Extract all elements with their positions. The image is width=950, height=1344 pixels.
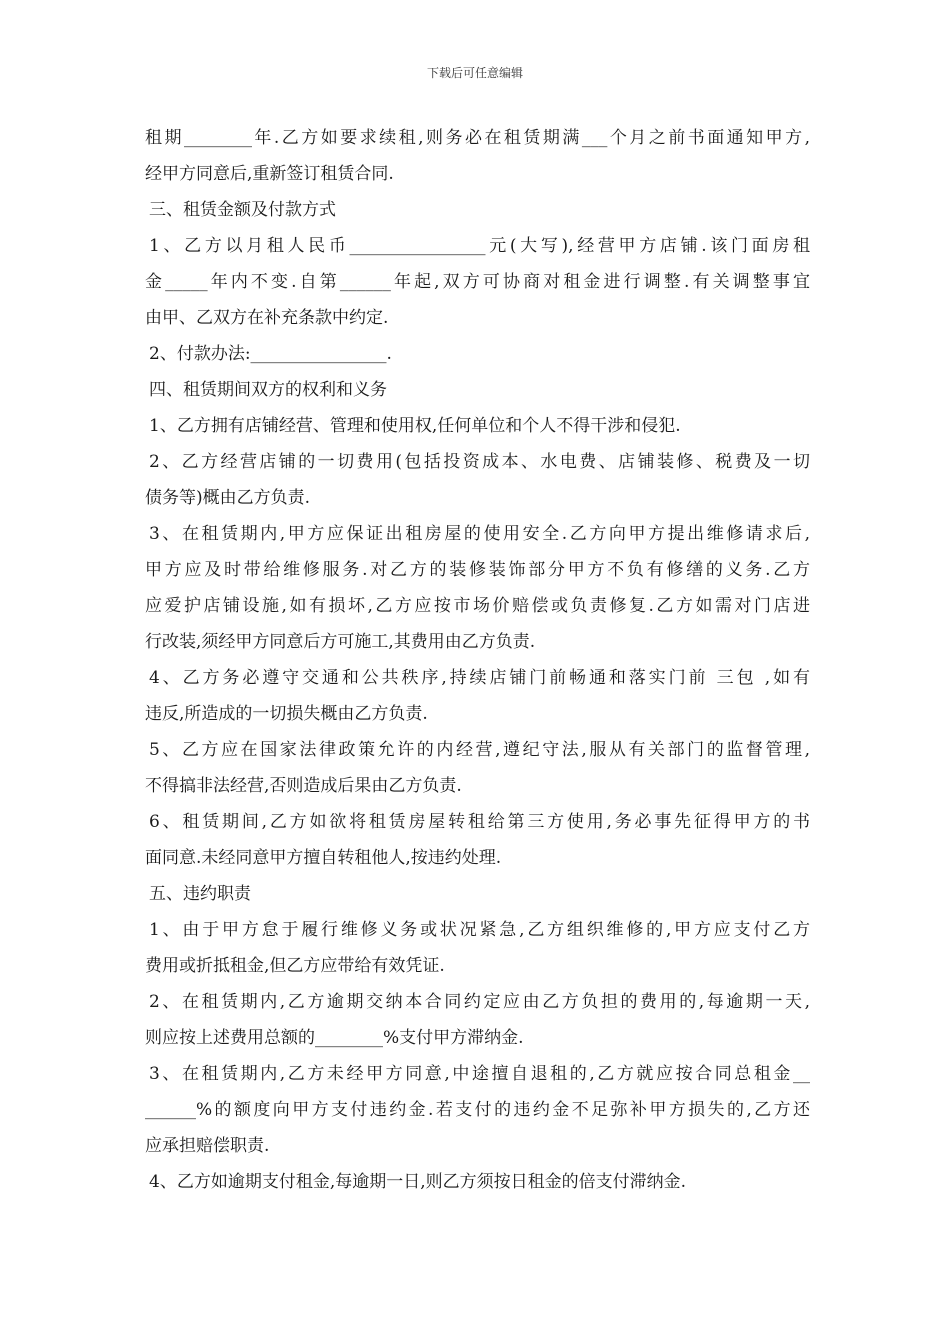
text-line: 5、乙方应在国家法律政策允许的内经营,遵纪守法,服从有关部门的监督管理, bbox=[149, 740, 810, 760]
text-line: 四、租赁期间双方的权利和义务 bbox=[149, 380, 387, 400]
text-line: 行改装,须经甲方同意后方可施工,其费用由乙方负责. bbox=[145, 632, 536, 652]
text-line: 1、乙方拥有店铺经营、管理和使用权,任何单位和个人不得干涉和侵犯. bbox=[149, 416, 681, 436]
text-line: 2、付款办法:________________. bbox=[149, 344, 392, 364]
text-line: 经甲方同意后,重新签订租赁合同. bbox=[145, 164, 394, 184]
text-line: 费用或折抵租金,但乙方应带给有效凭证. bbox=[145, 956, 445, 976]
text-line: 租期________年.乙方如要求续租,则务必在租赁期满___个月之前书面通知甲方, bbox=[145, 128, 810, 148]
text-line: 甲方应及时带给维修服务.对乙方的装修装饰部分甲方不负有修缮的义务.乙方 bbox=[145, 560, 810, 580]
text-line: 6、租赁期间,乙方如欲将租赁房屋转租给第三方使用,务必事先征得甲方的书 bbox=[149, 812, 810, 832]
text-line: 1、乙方以月租人民币________________元(大写),经营甲方店铺.该门面房租 bbox=[149, 236, 810, 256]
text-line: 由甲、乙双方在补充条款中约定. bbox=[145, 308, 389, 328]
text-line: 面同意.未经同意甲方擅自转租他人,按违约处理. bbox=[145, 848, 502, 868]
text-line: 2、乙方经营店铺的一切费用(包括投资成本、水电费、店铺装修、税费及一切 bbox=[149, 452, 810, 472]
text-line: 不得搞非法经营,否则造成后果由乙方负责. bbox=[145, 776, 462, 796]
text-line: 违反,所造成的一切损失概由乙方负责. bbox=[145, 704, 428, 724]
text-line: 则应按上述费用总额的________%支付甲方滞纳金. bbox=[145, 1028, 524, 1048]
text-line: 应爱护店铺设施,如有损坏,乙方应按市场价赔偿或负责修复.乙方如需对门店进 bbox=[145, 596, 810, 616]
document-body bbox=[145, 120, 810, 1200]
text-line: 应承担赔偿职责. bbox=[145, 1136, 270, 1156]
text-line: 五、违约职责 bbox=[149, 884, 251, 904]
text-line: 金_____年内不变.自第______年起,双方可协商对租金进行调整.有关调整事宜 bbox=[145, 272, 810, 292]
text-line: ______%的额度向甲方支付违约金.若支付的违约金不足弥补甲方损失的,乙方还 bbox=[145, 1100, 810, 1120]
text-line: 4、乙方如逾期支付租金,每逾期一日,则乙方须按日租金的倍支付滞纳金. bbox=[149, 1172, 687, 1192]
text-line: 3、在租赁期内,乙方未经甲方同意,中途擅自退租的,乙方就应按合同总租金__ bbox=[149, 1064, 810, 1084]
text-line: 3、在租赁期内,甲方应保证出租房屋的使用安全.乙方向甲方提出维修请求后, bbox=[149, 524, 810, 544]
text-line: 4、乙方务必遵守交通和公共秩序,持续店铺门前畅通和落实门前 三包 ,如有 bbox=[149, 668, 810, 688]
text-line: 2、在租赁期内,乙方逾期交纳本合同约定应由乙方负担的费用的,每逾期一天, bbox=[149, 992, 810, 1012]
page-header: 下载后可任意编辑 bbox=[426, 66, 523, 80]
text-line: 三、租赁金额及付款方式 bbox=[149, 200, 336, 220]
text-line: 债务等)概由乙方负责. bbox=[145, 488, 311, 508]
text-line: 1、由于甲方怠于履行维修义务或状况紧急,乙方组织维修的,甲方应支付乙方 bbox=[149, 920, 810, 940]
